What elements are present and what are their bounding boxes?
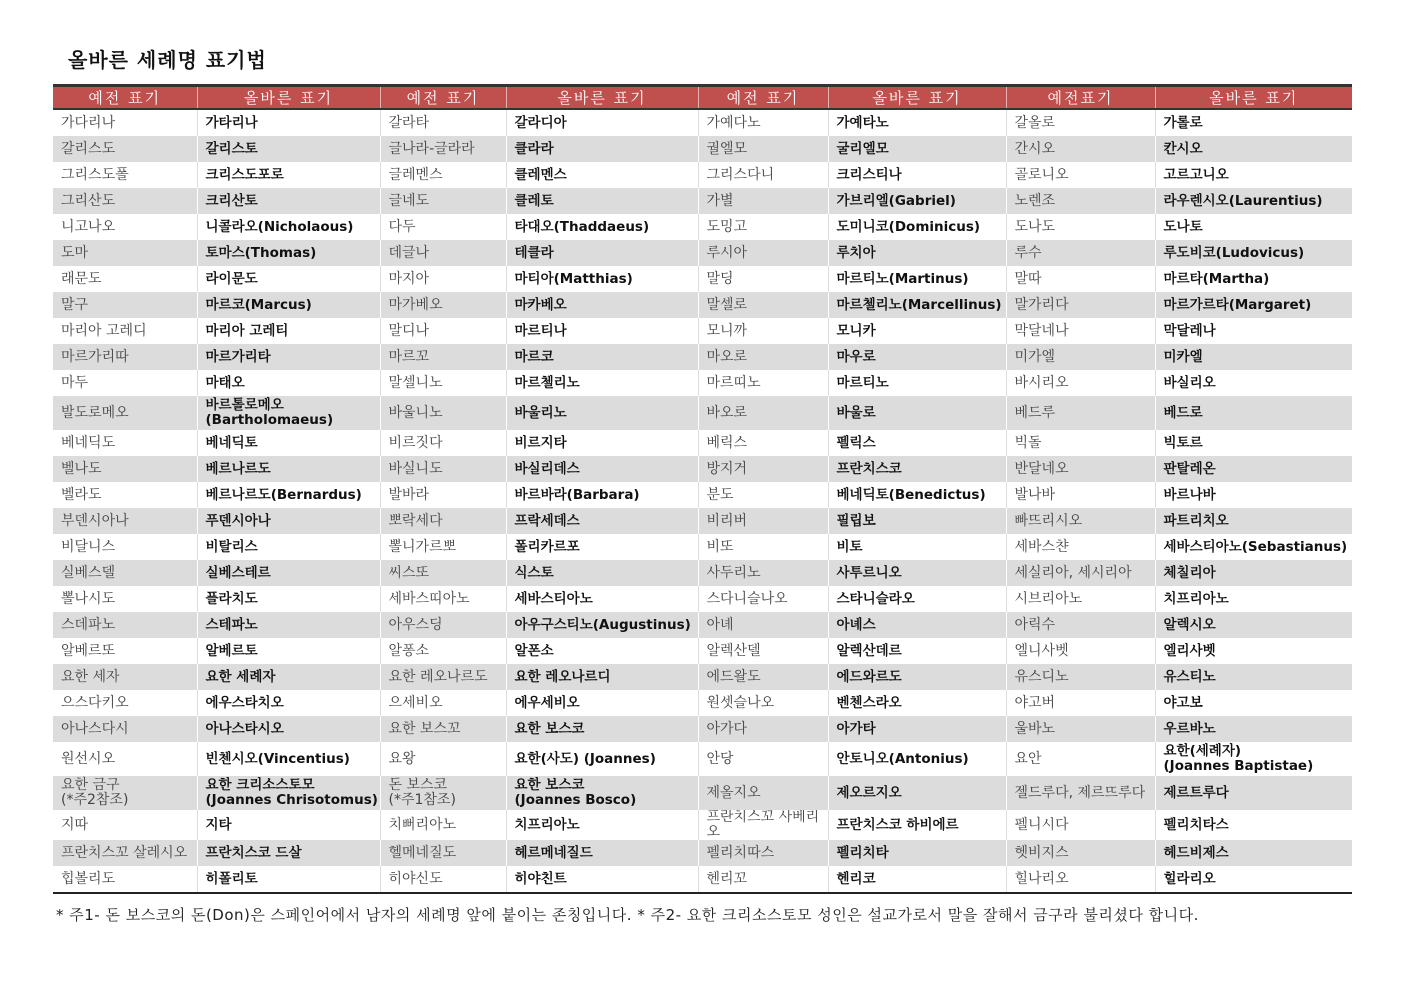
header-old-2: 예전 표기 xyxy=(380,86,506,110)
old-name-cell: 모니까 xyxy=(698,318,828,344)
correct-name-cell: 고르고니오 xyxy=(1155,162,1352,188)
table-row xyxy=(53,560,1352,586)
table-row xyxy=(53,318,1352,344)
old-name-cell: 루시아 xyxy=(698,240,828,266)
correct-name-cell: 세바스티아노 xyxy=(506,586,698,612)
old-name-cell: 바실니도 xyxy=(380,456,506,482)
correct-name-cell: 빅토르 xyxy=(1155,430,1352,456)
correct-name-cell: 베르나르도 xyxy=(197,456,380,482)
correct-name-cell: 마르티노 xyxy=(828,370,1006,396)
old-name-cell: 갈리스도 xyxy=(53,136,197,162)
correct-name-cell: 야고보 xyxy=(1155,690,1352,716)
table-row xyxy=(53,534,1352,560)
old-name-cell: 프란치스꼬 살레시오 xyxy=(53,840,197,866)
old-name-cell: 시브리아노 xyxy=(1006,586,1155,612)
old-name-cell: 마리아 고레디 xyxy=(61,322,147,339)
table-row xyxy=(53,716,1352,742)
old-name-cell: 스데파노 xyxy=(53,612,197,638)
correct-name-cell: 아우구스티노(Augustinus) xyxy=(506,612,698,638)
correct-name-cell: 타대오(Thaddaeus) xyxy=(506,214,698,240)
old-name-cell: 비달니스 xyxy=(61,538,116,555)
old-name-cell: 으스다키오 xyxy=(61,694,129,711)
old-name-cell: 글네도 xyxy=(380,188,506,214)
old-name-cell: 갈올로 xyxy=(1006,109,1155,136)
old-name-cell: 아릭수 xyxy=(1006,612,1155,638)
correct-name-cell: 마르첼리노(Marcellinus) xyxy=(828,292,1006,318)
correct-name-cell: 식스토 xyxy=(506,560,698,586)
correct-name-cell: 아나스타시오 xyxy=(197,716,380,742)
correct-name-cell: 바실리데스 xyxy=(506,456,698,482)
correct-name-cell: 헤르메네질드 xyxy=(506,840,698,866)
table-row xyxy=(53,742,1352,776)
correct-name-cell: 모니카 xyxy=(828,318,1006,344)
correct-name-cell: 마티아(Matthias) xyxy=(506,266,698,292)
correct-name-cell: 갈리스토 xyxy=(197,136,380,162)
correct-name-cell: 루도비코(Ludovicus) xyxy=(1155,240,1352,266)
old-name-cell: 힙볼리도 xyxy=(61,870,116,887)
old-name-cell: 간시오 xyxy=(1006,136,1155,162)
old-name-cell: 그리산도 xyxy=(53,188,197,214)
old-name-cell: 뽈니가르뽀 xyxy=(380,534,506,560)
correct-name-cell: 체칠리아 xyxy=(1155,560,1352,586)
old-name-cell: 바시리오 xyxy=(1006,370,1155,396)
old-name-cell: 헷비지스 xyxy=(1006,840,1155,866)
old-name-cell: 막달네나 xyxy=(1006,318,1155,344)
old-name-cell: 치뻐리아노 xyxy=(380,810,506,840)
old-name-cell: 도나도 xyxy=(1006,214,1155,240)
page-title: 올바른 세례명 표기법 xyxy=(68,48,267,72)
old-name-cell: 그리스도폴 xyxy=(61,166,129,183)
correct-name-cell: 푸덴시아나 xyxy=(197,508,380,534)
correct-name-cell: 요한 보스코 xyxy=(506,716,698,742)
correct-name-cell: 마르타(Martha) xyxy=(1155,266,1352,292)
correct-name-cell: 요한(사도) (Joannes) xyxy=(506,742,698,776)
correct-name-cell: 바울로 xyxy=(828,396,1006,430)
table-row xyxy=(53,109,1352,136)
correct-name-cell: 파트리치오 xyxy=(1155,508,1352,534)
correct-name-cell: 요한 크리소스토모 (Joannes Chrisotomus) xyxy=(197,776,380,810)
table-row xyxy=(53,664,1352,690)
old-name-cell: 헨리꼬 xyxy=(698,866,828,893)
old-name-cell: 헬메네질도 xyxy=(380,840,506,866)
correct-name-cell: 아녜스 xyxy=(828,612,1006,638)
table-row xyxy=(53,292,1352,318)
old-name-cell: 비리버 xyxy=(698,508,828,534)
old-name-cell: 루수 xyxy=(1006,240,1155,266)
table-row xyxy=(53,344,1352,370)
table-row xyxy=(53,266,1352,292)
correct-name-cell: 프란치스코 하비에르 xyxy=(828,810,1006,840)
correct-name-cell: 마르티노(Martinus) xyxy=(828,266,1006,292)
correct-name-cell: 힐라리오 xyxy=(1155,866,1352,893)
correct-name-cell: 치프리아노 xyxy=(506,810,698,840)
old-name-cell: 마오로 xyxy=(698,344,828,370)
old-name-cell: 말가리다 xyxy=(1006,292,1155,318)
correct-name-cell: 에우스타치오 xyxy=(197,690,380,716)
old-name-cell: 궐엘모 xyxy=(698,136,828,162)
old-name-cell: 말디나 xyxy=(380,318,506,344)
correct-name-cell: 도나토 xyxy=(1155,214,1352,240)
old-name-cell: 반달네오 xyxy=(1006,456,1155,482)
correct-name-cell: 플라치도 xyxy=(197,586,380,612)
old-name-cell: 펠리치따스 xyxy=(698,840,828,866)
old-name-cell: 발나바 xyxy=(1006,482,1155,508)
correct-name-cell: 루치아 xyxy=(828,240,1006,266)
old-name-cell: 유스디노 xyxy=(1006,664,1155,690)
old-name-cell: 제올지오 xyxy=(698,776,828,810)
correct-name-cell: 헨리코 xyxy=(828,866,1006,893)
correct-name-cell: 마르코 xyxy=(506,344,698,370)
correct-name-cell: 히야친트 xyxy=(506,866,698,893)
correct-name-cell: 마태오 xyxy=(197,370,380,396)
old-name-cell: 그리스다니 xyxy=(698,162,828,188)
correct-name-cell: 가타리나 xyxy=(197,109,380,136)
correct-name-cell: 펠리치타스 xyxy=(1155,810,1352,840)
old-name-cell: 마지아 xyxy=(380,266,506,292)
old-name-cell: 데글나 xyxy=(380,240,506,266)
correct-name-cell: 굴리엘모 xyxy=(828,136,1006,162)
correct-name-cell: 실베스테르 xyxy=(197,560,380,586)
old-name-cell: 힐나리오 xyxy=(1006,866,1155,893)
correct-name-cell: 스테파노 xyxy=(197,612,380,638)
old-name-cell: 아나스다시 xyxy=(53,716,197,742)
table-row xyxy=(53,776,1352,810)
correct-name-cell: 판탈레온 xyxy=(1155,456,1352,482)
old-name-cell: 스다니슬나오 xyxy=(698,586,828,612)
old-name-cell: 말따 xyxy=(1006,266,1155,292)
old-name-cell: 가예다노 xyxy=(698,109,828,136)
correct-name-cell: 바르톨로메오 (Bartholomaeus) xyxy=(197,396,380,430)
old-name-cell: 프란치스꼬 사베리오 xyxy=(698,810,828,840)
old-name-cell: 벨라도 xyxy=(61,486,102,503)
old-name-cell: 세실리아, 세시리아 xyxy=(1006,560,1155,586)
correct-name-cell: 갈라디아 xyxy=(506,109,698,136)
old-name-cell: 마르꼬 xyxy=(380,344,506,370)
old-name-cell: 사두리노 xyxy=(698,560,828,586)
table-row xyxy=(53,866,1352,893)
old-name-cell: 요한 보스꼬 xyxy=(380,716,506,742)
correct-name-cell: 프란치스코 드살 xyxy=(197,840,380,866)
old-name-cell: 가다리나 xyxy=(61,114,116,131)
correct-name-cell: 베드로 xyxy=(1155,396,1352,430)
old-name-cell: 에드왈도 xyxy=(698,664,828,690)
table-row xyxy=(53,810,1352,840)
correct-name-cell: 에우세비오 xyxy=(506,690,698,716)
table-row xyxy=(53,162,1352,188)
old-name-cell: 엘니사벳 xyxy=(1006,638,1155,664)
table-row xyxy=(53,612,1352,638)
header-new-3: 올바른 표기 xyxy=(828,86,1006,110)
correct-name-cell: 프락세데스 xyxy=(506,508,698,534)
old-name-cell: 베드루 xyxy=(1006,396,1155,430)
correct-name-cell: 마리아 고레티 xyxy=(197,318,380,344)
correct-name-cell: 폴리카르포 xyxy=(506,534,698,560)
correct-name-cell: 알베르토 xyxy=(197,638,380,664)
correct-name-cell: 펠릭스 xyxy=(828,430,1006,456)
correct-name-cell: 에드와르도 xyxy=(828,664,1006,690)
correct-name-cell: 비토 xyxy=(828,534,1006,560)
baptismal-names-table xyxy=(53,84,1352,894)
correct-name-cell: 베네딕토 xyxy=(197,430,380,456)
correct-name-cell: 알렉시오 xyxy=(1155,612,1352,638)
old-name-cell: 베릭스 xyxy=(698,430,828,456)
table-row xyxy=(53,508,1352,534)
correct-name-cell: 크리산토 xyxy=(197,188,380,214)
old-name-cell: 바오로 xyxy=(698,396,828,430)
correct-name-cell: 니콜라오(Nicholaous) xyxy=(197,214,380,240)
old-name-cell: 씨스또 xyxy=(380,560,506,586)
old-name-cell: 말셀로 xyxy=(698,292,828,318)
header-old-3: 예전 표기 xyxy=(698,86,828,110)
correct-name-cell: 치프리아노 xyxy=(1155,586,1352,612)
old-name-cell: 뽀락세다 xyxy=(380,508,506,534)
correct-name-cell: 스타니슬라오 xyxy=(828,586,1006,612)
old-name-cell: 요안 xyxy=(1006,742,1155,776)
correct-name-cell: 요한 레오나르디 xyxy=(506,664,698,690)
old-name-cell: 지따 xyxy=(61,816,89,833)
correct-name-cell: 아가타 xyxy=(828,716,1006,742)
header-new-1: 올바른 표기 xyxy=(197,86,380,110)
correct-name-cell: 알렉산데르 xyxy=(828,638,1006,664)
old-name-cell: 말딩 xyxy=(698,266,828,292)
header-old-1: 예전 표기 xyxy=(53,86,197,110)
correct-name-cell: 펠리치타 xyxy=(828,840,1006,866)
old-name-cell: 세바스챤 xyxy=(1006,534,1155,560)
old-name-cell: 원셋슬나오 xyxy=(698,690,828,716)
correct-name-cell: 테클라 xyxy=(506,240,698,266)
correct-name-cell: 마르코(Marcus) xyxy=(197,292,380,318)
old-name-cell: 마르가리따 xyxy=(53,344,197,370)
old-name-cell: 요한 레오나르도 xyxy=(380,664,506,690)
old-name-cell: 돈 보스코 (*주1참조) xyxy=(380,776,506,810)
correct-name-cell: 마르티나 xyxy=(506,318,698,344)
old-name-cell: 발도로메오 xyxy=(53,396,197,430)
old-name-cell: 발바라 xyxy=(380,482,506,508)
old-name-cell: 요한 금구 (*주2참조) xyxy=(53,776,197,810)
old-name-cell: 베네딕도 xyxy=(61,434,116,451)
old-name-cell: 비르짓다 xyxy=(380,430,506,456)
table-row xyxy=(53,690,1352,716)
table-row xyxy=(53,396,1352,430)
correct-name-cell: 클라라 xyxy=(506,136,698,162)
old-name-cell: 뽈나시도 xyxy=(61,590,116,607)
correct-name-cell: 엘리사벳 xyxy=(1155,638,1352,664)
old-name-cell: 울바노 xyxy=(1006,716,1155,742)
old-name-cell: 방지거 xyxy=(698,456,828,482)
old-name-cell: 요한 세자 xyxy=(53,664,197,690)
old-name-cell: 히야신도 xyxy=(380,866,506,893)
old-name-cell: 알렉산델 xyxy=(698,638,828,664)
correct-name-cell: 도미니코(Dominicus) xyxy=(828,214,1006,240)
correct-name-cell: 마르첼리노 xyxy=(506,370,698,396)
header-new-4: 올바른 표기 xyxy=(1155,86,1352,110)
old-name-cell: 벨나도 xyxy=(53,456,197,482)
old-name-cell: 미가엘 xyxy=(1006,344,1155,370)
table-row xyxy=(53,482,1352,508)
correct-name-cell: 알폰소 xyxy=(506,638,698,664)
table-row xyxy=(53,586,1352,612)
old-name-cell: 비또 xyxy=(698,534,828,560)
correct-name-cell: 제르트루다 xyxy=(1155,776,1352,810)
old-name-cell: 알베르또 xyxy=(61,642,116,659)
correct-name-cell: 막달레나 xyxy=(1155,318,1352,344)
correct-name-cell: 마르가르타(Margaret) xyxy=(1155,292,1352,318)
correct-name-cell: 바르바라(Barbara) xyxy=(506,482,698,508)
correct-name-cell: 벤첸스라오 xyxy=(828,690,1006,716)
correct-name-cell: 세바스티아노(Sebastianus) xyxy=(1155,534,1352,560)
correct-name-cell: 클레멘스 xyxy=(506,162,698,188)
correct-name-cell: 필립보 xyxy=(828,508,1006,534)
header-old-4: 예전표기 xyxy=(1006,86,1155,110)
old-name-cell: 젤드루다, 제르뜨루다 xyxy=(1006,776,1155,810)
correct-name-cell: 요한 세례자 xyxy=(197,664,380,690)
old-name-cell: 도마 xyxy=(53,240,197,266)
old-name-cell: 아우스딩 xyxy=(380,612,506,638)
old-name-cell: 안당 xyxy=(698,742,828,776)
old-name-cell: 펠니시다 xyxy=(1006,810,1155,840)
old-name-cell: 빠뜨리시오 xyxy=(1006,508,1155,534)
correct-name-cell: 칸시오 xyxy=(1155,136,1352,162)
old-name-cell: 아가다 xyxy=(698,716,828,742)
old-name-cell: 마가베오 xyxy=(380,292,506,318)
old-name-cell: 니고나오 xyxy=(61,218,116,235)
table-row xyxy=(53,370,1352,396)
table-row xyxy=(53,638,1352,664)
correct-name-cell: 베네딕토(Benedictus) xyxy=(828,482,1006,508)
correct-name-cell: 헤드비제스 xyxy=(1155,840,1352,866)
old-name-cell: 요왕 xyxy=(380,742,506,776)
old-name-cell: 세바스띠아노 xyxy=(380,586,506,612)
table-row xyxy=(53,188,1352,214)
old-name-cell: 야고버 xyxy=(1006,690,1155,716)
old-name-cell: 아녜 xyxy=(698,612,828,638)
correct-name-cell: 히폴리토 xyxy=(197,866,380,893)
correct-name-cell: 베르나르도(Bernardus) xyxy=(197,482,380,508)
correct-name-cell: 가브리엘(Gabriel) xyxy=(828,188,1006,214)
old-name-cell: 글레멘스 xyxy=(380,162,506,188)
old-name-cell: 노렌조 xyxy=(1006,188,1155,214)
footnote: * 주1- 돈 보스코의 돈(Don)은 스페인어에서 남자의 세례명 앞에 붙이는 존칭입니다. * 주2- 요한 크리소스토모 성인은 설교가로서 말을 잘해서 금구라 불리셨다 합니다. xyxy=(56,906,1199,924)
old-name-cell: 래문도 xyxy=(61,270,102,287)
correct-name-cell: 유스티노 xyxy=(1155,664,1352,690)
old-name-cell: 도밍고 xyxy=(698,214,828,240)
correct-name-cell: 클레토 xyxy=(506,188,698,214)
correct-name-cell: 가예타노 xyxy=(828,109,1006,136)
correct-name-cell: 바르나바 xyxy=(1155,482,1352,508)
correct-name-cell: 라이문도 xyxy=(197,266,380,292)
old-name-cell: 실베스델 xyxy=(53,560,197,586)
correct-name-cell: 빈첸시오(Vincentius) xyxy=(197,742,380,776)
table-header-row xyxy=(53,86,1352,110)
correct-name-cell: 비탈리스 xyxy=(197,534,380,560)
correct-name-cell: 요한(세례자) (Joannes Baptistae) xyxy=(1155,742,1352,776)
correct-name-cell: 미카엘 xyxy=(1155,344,1352,370)
old-name-cell: 부덴시아나 xyxy=(53,508,197,534)
correct-name-cell: 안토니오(Antonius) xyxy=(828,742,1006,776)
old-name-cell: 골로니오 xyxy=(1006,162,1155,188)
old-name-cell: 알퐁소 xyxy=(380,638,506,664)
table-row xyxy=(53,214,1352,240)
table-row xyxy=(53,456,1352,482)
old-name-cell: 글나라-글라라 xyxy=(380,136,506,162)
old-name-cell: 으세비오 xyxy=(380,690,506,716)
table-row xyxy=(53,430,1352,456)
old-name-cell: 갈라타 xyxy=(380,109,506,136)
correct-name-cell: 토마스(Thomas) xyxy=(197,240,380,266)
correct-name-cell: 크리스도포로 xyxy=(197,162,380,188)
table-row xyxy=(53,240,1352,266)
correct-name-cell: 제오르지오 xyxy=(828,776,1006,810)
correct-name-cell: 사투르니오 xyxy=(828,560,1006,586)
correct-name-cell: 바실리오 xyxy=(1155,370,1352,396)
correct-name-cell: 크리스티나 xyxy=(828,162,1006,188)
correct-name-cell: 마우로 xyxy=(828,344,1006,370)
correct-name-cell: 요한 보스코 (Joannes Bosco) xyxy=(506,776,698,810)
old-name-cell: 마르띠노 xyxy=(698,370,828,396)
correct-name-cell: 지타 xyxy=(197,810,380,840)
old-name-cell: 빅돌 xyxy=(1006,430,1155,456)
correct-name-cell: 마르가리타 xyxy=(197,344,380,370)
old-name-cell: 말구 xyxy=(53,292,197,318)
old-name-cell: 마두 xyxy=(61,374,89,391)
old-name-cell: 다두 xyxy=(380,214,506,240)
old-name-cell: 가별 xyxy=(698,188,828,214)
correct-name-cell: 바울리노 xyxy=(506,396,698,430)
correct-name-cell: 라우렌시오(Laurentius) xyxy=(1155,188,1352,214)
table-row xyxy=(53,136,1352,162)
header-new-2: 올바른 표기 xyxy=(506,86,698,110)
correct-name-cell: 프란치스코 xyxy=(828,456,1006,482)
correct-name-cell: 마카베오 xyxy=(506,292,698,318)
table-row xyxy=(53,840,1352,866)
old-name-cell: 말셀니노 xyxy=(380,370,506,396)
correct-name-cell: 가롤로 xyxy=(1155,109,1352,136)
old-name-cell: 원선시오 xyxy=(61,750,116,767)
old-name-cell: 분도 xyxy=(698,482,828,508)
old-name-cell: 바울니노 xyxy=(380,396,506,430)
correct-name-cell: 우르바노 xyxy=(1155,716,1352,742)
correct-name-cell: 비르지타 xyxy=(506,430,698,456)
